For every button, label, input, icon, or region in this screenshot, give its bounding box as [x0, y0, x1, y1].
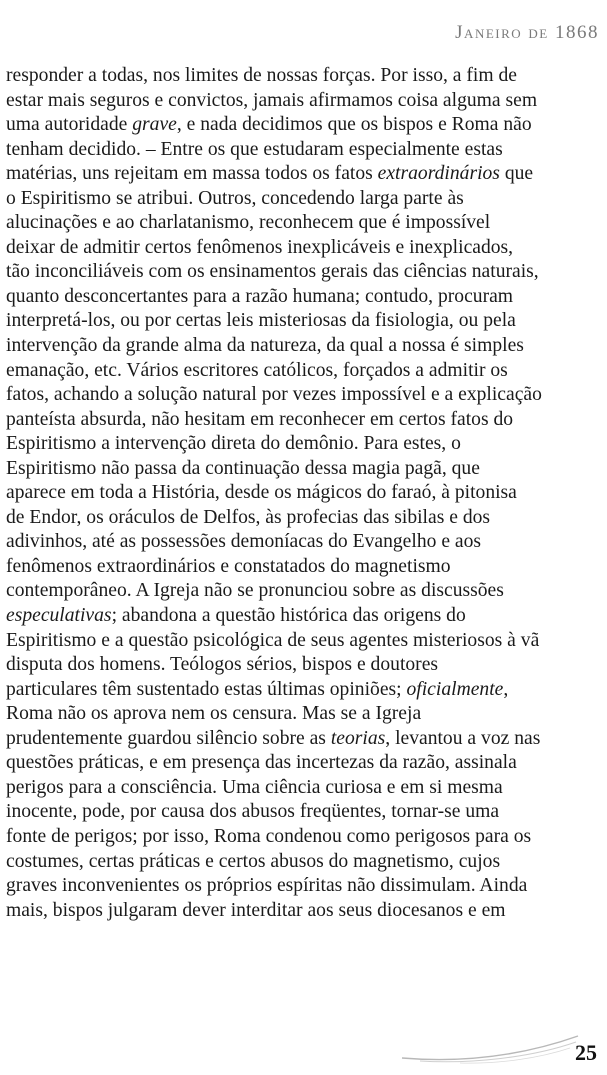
text-line: [6, 653, 599, 678]
text-run: adivinhos, até as possessões demoníacas do Evangelho e aos: [6, 531, 482, 553]
text-run: deixar de admitir certos fenômenos inexplicáveis e inexplicados,: [6, 236, 514, 258]
text-run: de Endor, os oráculos de Delfos, às profecias das sibilas e dos: [6, 506, 491, 528]
text-line: [6, 702, 599, 727]
text-line: [6, 432, 599, 457]
text-line: [6, 776, 599, 801]
text-run: costumes, certas práticas e certos abusos do magnetismo, cujos: [6, 850, 501, 872]
text-line: [6, 874, 599, 899]
text-run: Espiritismo não passa da continuação dessa magia pagã, que: [6, 457, 480, 479]
text-line: [6, 260, 599, 285]
text-line: [6, 800, 599, 825]
italic-text: teorias: [330, 727, 386, 749]
text-line: [6, 629, 599, 654]
text-run: fenômenos extraordinários e constatados do magnetismo: [6, 555, 451, 577]
text-line: [6, 506, 599, 531]
text-line: [6, 285, 599, 310]
text-line: [6, 187, 599, 212]
text-run: particulares têm sustentado estas últimas opiniões;: [6, 678, 407, 700]
text-line: [6, 334, 599, 359]
italic-text: extraordinários: [377, 163, 500, 185]
text-run: , levantou a voz nas: [385, 727, 541, 749]
text-run: ,: [503, 678, 509, 700]
running-header: Janeiro de 1868: [455, 22, 599, 43]
text-run: interpretá-los, ou por certas leis misteriosas da fisiologia, ou pela: [6, 310, 516, 332]
text-run: ; abandona a questão histórica das origens do: [111, 605, 466, 627]
italic-text: oficialmente: [406, 678, 504, 700]
text-line: [6, 138, 599, 163]
text-run: contemporâneo. A Igreja não se pronunciou sobre as discussões: [6, 580, 504, 602]
text-run: tenham decidido. – Entre os que estudaram especialmente estas: [6, 138, 503, 160]
text-run: intervenção da grande alma da natureza, da qual a nossa é simples: [6, 335, 524, 357]
text-line: [6, 236, 599, 261]
text-run: Espiritismo a intervenção direta do demônio. Para estes, o: [6, 433, 461, 455]
text-run: fatos, achando a solução natural por vezes impossível e a explicação: [6, 384, 542, 406]
text-run: alucinações e ao charlatanismo, reconhecem que é impossível: [6, 212, 491, 234]
text-line: [6, 825, 599, 850]
text-line: [6, 850, 599, 875]
text-run: quanto desconcertantes para a razão humana; contudo, procuram: [6, 285, 514, 307]
text-run: perigos para a consciência. Uma ciência curiosa e em si mesma: [6, 776, 503, 798]
text-run: estar mais seguros e convictos, jamais afirmamos coisa alguma sem: [6, 89, 538, 111]
text-line: [6, 383, 599, 408]
text-run: mais, bispos julgaram dever interditar aos seus diocesanos e em: [6, 899, 506, 921]
text-run: graves inconvenientes os próprios espíritas não dissimulam. Ainda: [6, 875, 528, 897]
text-line: [6, 481, 599, 506]
text-run: fonte de perigos; por isso, Roma condenou como perigosos para os: [6, 825, 532, 847]
text-line: [6, 604, 599, 629]
text-line: [6, 309, 599, 334]
text-line: [6, 678, 599, 703]
text-line: [6, 555, 599, 580]
text-run: questões práticas, e em presença das incertezas da razão, assinala: [6, 752, 517, 774]
swoosh-ornament-icon: [400, 1028, 580, 1068]
text-run: Roma não os aprova nem os censura. Mas se a Igreja: [6, 703, 422, 725]
text-run: emanação, etc. Vários escritores católicos, forçados a admitir os: [6, 359, 508, 381]
text-line: [6, 727, 599, 752]
text-run: Espiritismo e a questão psicológica de seus agentes misteriosos à vã: [6, 629, 540, 651]
text-line: [6, 579, 599, 604]
page-number: 25: [575, 1040, 597, 1065]
text-line: [6, 211, 599, 236]
text-run: aparece em toda a História, desde os mágicos do faraó, à pitonisa: [6, 482, 517, 504]
italic-text: grave: [132, 114, 177, 136]
text-line: [6, 162, 599, 187]
text-run: responder a todas, nos limites de nossas forças. Por isso, a fim de: [6, 65, 517, 86]
italic-text: especulativas: [6, 605, 112, 627]
text-run: prudentemente guardou silêncio sobre as: [6, 727, 331, 749]
text-run: uma autoridade: [6, 114, 133, 136]
body-text: [6, 64, 599, 923]
text-line: [6, 751, 599, 776]
text-line: [6, 899, 599, 924]
text-line: [6, 457, 599, 482]
text-run: tão inconciliáveis com os ensinamentos gerais das ciências naturais,: [6, 261, 539, 283]
text-run: que: [499, 163, 534, 185]
text-run: , e nada decidimos que os bispos e Roma não: [176, 114, 532, 136]
text-run: disputa dos homens. Teólogos sérios, bispos e doutores: [6, 654, 439, 676]
text-line: [6, 113, 599, 138]
text-line: [6, 408, 599, 433]
text-run: inocente, pode, por causa dos abusos freqüentes, tornar-se uma: [6, 801, 500, 823]
text-run: o Espiritismo se atribui. Outros, concedendo larga parte às: [6, 187, 464, 209]
text-line: [6, 359, 599, 384]
text-line: [6, 64, 599, 89]
text-line: [6, 530, 599, 555]
text-run: matérias, uns rejeitam em massa todos os fatos: [6, 163, 378, 185]
text-line: [6, 89, 599, 114]
text-run: panteísta absurda, não hesitam em reconhecer em certos fatos do: [6, 408, 514, 430]
